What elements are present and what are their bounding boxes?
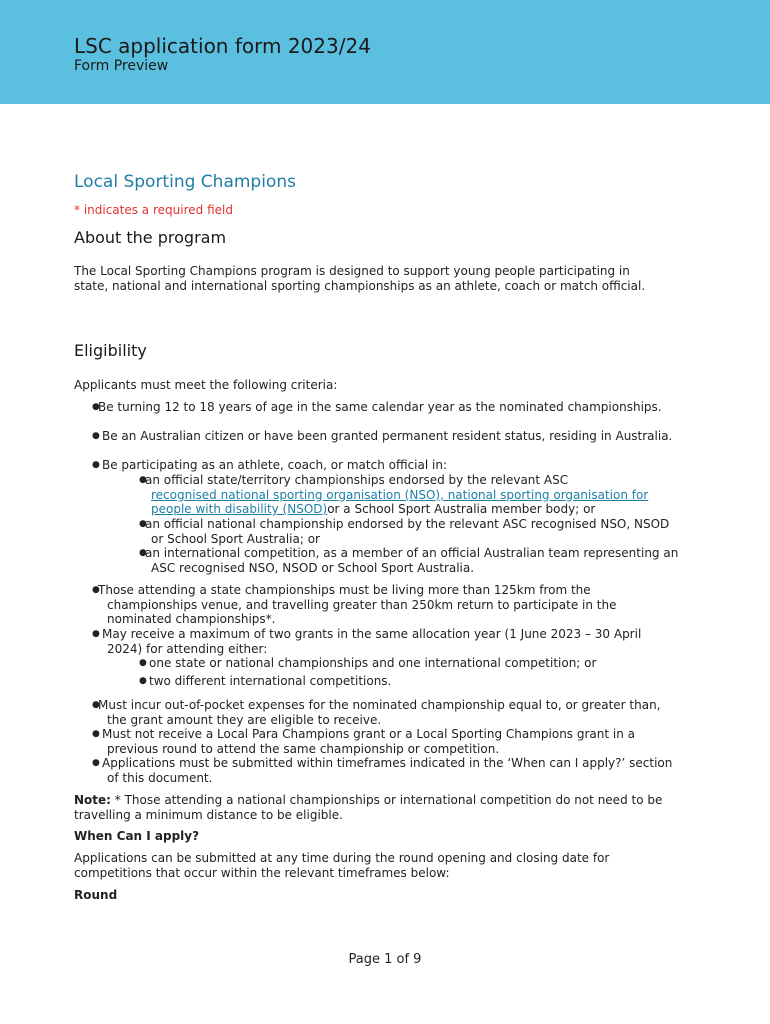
list-item xyxy=(139,546,684,575)
header-banner xyxy=(0,0,770,104)
bullet-text: an official national championship endorsed by the relevant ASC recognised NSO, NSOD or School Sport Australia; or xyxy=(145,517,670,546)
page-number: Page 1 of 9 xyxy=(348,952,422,967)
bullet-icon: ● xyxy=(92,758,100,768)
bullet-icon: ● xyxy=(92,729,100,739)
bullet-icon: ● xyxy=(139,658,147,668)
sub1-post: or a School Sport Australia member body; or xyxy=(327,502,596,516)
eligibility-intro: Applicants must meet the following criteria: xyxy=(74,378,338,392)
when-heading: When Can I apply? xyxy=(74,829,200,843)
list-item xyxy=(92,458,692,473)
about-heading: About the program xyxy=(74,228,227,247)
bullet-text: two different international competitions. xyxy=(149,674,392,688)
bullet-text: an international competition, as a member of an official Australian team representing an ASC recognised NSO, NSOD or School Sport Australia. xyxy=(145,546,679,575)
eligibility-note xyxy=(74,793,674,822)
bullet-icon: ● xyxy=(92,431,100,441)
bullet-icon: ● xyxy=(139,676,147,686)
required-field-note: * indicates a required field xyxy=(74,203,233,217)
bullet-text: Be turning 12 to 18 years of age in the same calendar year as the nominated championships. xyxy=(98,400,662,414)
bullet-icon: ● xyxy=(92,402,100,412)
form-title: LSC application form 2023/24 xyxy=(74,34,371,58)
bullet-text: one state or national championships and one international competition; or xyxy=(149,656,597,670)
list-item xyxy=(92,698,692,727)
note-text: * Those attending a national championships or international competition do not need to be travelling a minimum distance to be eligible. xyxy=(74,793,663,822)
sub1-pre: an official state/territory championships endorsed by the relevant ASC xyxy=(145,473,569,487)
bullet-text: Those attending a state championships must be living more than 125km from the championships venue, and travelling greater than 250km return to participate in the nominated championships*. xyxy=(98,583,617,626)
bullet-icon: ● xyxy=(92,629,100,639)
bullet-icon: ● xyxy=(139,519,147,529)
round-label: Round xyxy=(74,888,118,902)
bullet-icon: ● xyxy=(139,475,147,485)
nso-nsod-link[interactable]: recognised national sporting organisation (NSO), national sporting organisation for people with disability (NSOD) xyxy=(151,487,649,516)
note-label: Note: xyxy=(74,793,111,807)
form-subtitle: Form Preview xyxy=(74,58,169,74)
list-item xyxy=(139,674,684,689)
list-item xyxy=(139,656,684,671)
bullet-icon: ● xyxy=(139,548,147,558)
bullet-text: Applications must be submitted within timeframes indicated in the ‘When can I apply?’ section of this document. xyxy=(102,756,673,785)
bullet-text xyxy=(145,473,684,517)
when-text: Applications can be submitted at any time during the round opening and closing date for competitions that occur within the relevant timeframes below: xyxy=(74,851,610,880)
list-item xyxy=(92,583,692,627)
list-item xyxy=(92,727,692,756)
bullet-text: May receive a maximum of two grants in the same allocation year (1 June 2023 – 30 April 2024) for attending either: xyxy=(102,627,642,656)
list-item xyxy=(139,517,684,546)
about-text: The Local Sporting Champions program is designed to support young people participating in state, national and international sporting championships as an athlete, coach or match official. xyxy=(74,264,646,293)
bullet-icon: ● xyxy=(92,460,100,470)
bullet-text: Must not receive a Local Para Champions grant or a Local Sporting Champions grant in a previous round to attend the same championship or competition. xyxy=(102,727,636,756)
list-item xyxy=(92,627,692,656)
list-item xyxy=(92,429,692,444)
section-title: Local Sporting Champions xyxy=(74,172,296,192)
list-item xyxy=(92,756,692,785)
list-item xyxy=(92,400,692,415)
bullet-text: Must incur out-of-pocket expenses for the nominated championship equal to, or greater than, the grant amount they are eligible to receive. xyxy=(98,698,661,727)
bullet-icon: ● xyxy=(92,700,100,710)
bullet-icon: ● xyxy=(92,585,100,595)
bullet-text: Be an Australian citizen or have been granted permanent resident status, residing in Australia. xyxy=(102,429,673,443)
bullet-text: Be participating as an athlete, coach, or match official in: xyxy=(102,458,447,472)
eligibility-heading: Eligibility xyxy=(74,341,147,360)
list-item xyxy=(139,473,684,517)
